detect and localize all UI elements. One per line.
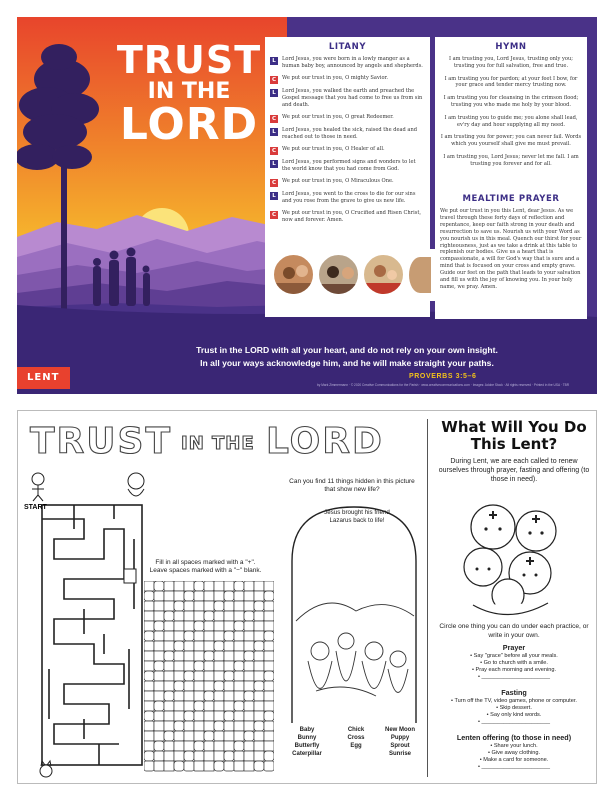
hymn-stanza: I am trusting you to guide me; you alone shall lead, ev'ry day and hour supplying all my need. (444, 114, 578, 128)
litany-row (270, 191, 425, 205)
hymn-stanza: I am trusting you, Lord Jesus; never let me fall. I am trusting you forever and for all. (443, 153, 579, 167)
tomb-icon (124, 569, 136, 583)
practice-option[interactable]: • Go to church with a smile. (480, 660, 548, 666)
litany-row (270, 75, 425, 84)
litany-row (270, 88, 425, 109)
hidden-word: Egg (350, 743, 362, 749)
title-trust: TRUST (116, 38, 262, 82)
litany-line: We put our trust in you, O Miraculous One. (282, 177, 394, 184)
leader-badge: L (270, 57, 278, 65)
maze-start-label: START (24, 504, 47, 511)
family-photo-1 (272, 253, 315, 296)
litany-title: LITANY (328, 42, 367, 52)
column-divider (427, 419, 428, 777)
hidden-word: Chick (347, 727, 365, 733)
hidden-word: Sprout (390, 743, 410, 749)
leader-badge: L (270, 192, 278, 200)
practice-option[interactable]: • Skip dessert. (496, 705, 532, 711)
title-lord: LORD (119, 99, 259, 150)
hidden-word: Baby (299, 727, 315, 733)
hidden-word: New Moon (385, 727, 415, 733)
practice-heading: Prayer (502, 643, 526, 652)
fill-in-grid-puzzle[interactable] (144, 581, 274, 773)
verse-reference: PROVERBS 3:5–6 (409, 373, 477, 380)
poster-panel (17, 17, 597, 394)
litany-line: We put our trust in you, O Crucified and Risen Christ, now and forever. Amen. (282, 209, 421, 223)
practice-heading: Lenten offering (to those in need) (456, 733, 572, 742)
cat-figure-icon (40, 761, 52, 777)
hymn-stanza: I am trusting you for cleansing in the crimson flood; trusting you who made me holy by your blood. (443, 95, 579, 108)
title-in-the: IN THE (147, 79, 231, 104)
prayer-title: MEALTIME PRAYER (462, 194, 560, 204)
lazarus-hidden-picture[interactable] (286, 501, 422, 723)
leader-badge: L (270, 89, 278, 97)
lent-label: LENT (17, 367, 70, 389)
lent-intro-text: During Lent, we are each called to renew ourselves through prayer, fasting and offering (to those in need). (438, 458, 590, 483)
practice-option[interactable]: • Say "grace" before all your meals. (470, 653, 558, 659)
litany-list (270, 56, 425, 224)
practice-option[interactable]: • ______________________ (478, 674, 550, 680)
hidden-word: Caterpillar (292, 751, 322, 757)
maze-puzzle[interactable] (24, 469, 154, 781)
word-list-col-1 (288, 726, 326, 758)
practice-option[interactable]: • Turn off the TV, video games, phone or computer. (451, 698, 577, 704)
word-list-col-3 (378, 726, 422, 758)
litany-row (270, 146, 425, 155)
grid-instruction-2: Leave spaces marked with a "−" blank. (149, 567, 262, 574)
hymn-stanzas (440, 56, 582, 168)
litany-row (270, 210, 425, 224)
litany-line: Lord Jesus, you performed signs and wonders to let the world know that you had come from God. (282, 159, 416, 172)
hidden-picture-instructions: Can you find 11 things hidden in this picture that show new life? (289, 478, 415, 493)
activity-panel (17, 410, 597, 784)
hymn-title: HYMN (495, 42, 527, 52)
speech-bubble: Jesus brought his friend Lazarus back to life! (324, 509, 390, 524)
leader-badge: L (270, 128, 278, 136)
litany-line: We put our trust in you, O mighty Savior. (282, 74, 389, 81)
congregation-badge: C (271, 211, 277, 218)
litany-line: We put our trust in you, O great Redeemer. (282, 113, 394, 120)
litany-row (270, 127, 425, 141)
hymn-stanza: I am trusting you for power; you can never fail. Words which you yourself shall give me must prevail. (440, 134, 582, 148)
word-list-col-2 (338, 726, 374, 750)
start-stick-figure-icon (32, 473, 44, 501)
congregation-badge: C (271, 179, 277, 186)
practice-option[interactable]: • Say only kind words. (486, 712, 542, 718)
hidden-word: Sunrise (388, 751, 411, 757)
hidden-word: Bunny (297, 735, 317, 741)
litany-row (270, 178, 425, 187)
congregation-badge: C (271, 115, 277, 122)
hymn-stanza: I am trusting you, Lord Jesus, trusting only you; trusting you for full salvation, free and true. (449, 56, 573, 69)
practice-heading: Fasting (501, 688, 527, 697)
practice-option[interactable]: • Pray each morning and evening. (471, 667, 557, 673)
leader-badge: L (270, 160, 278, 168)
practice-option[interactable]: • Give away clothing. (487, 750, 540, 756)
litany-row (270, 114, 425, 123)
litany-line: Lord Jesus, you healed the sick, raised the dead and reached out to those in need. (282, 127, 417, 140)
hidden-word: Cross (347, 735, 365, 741)
publisher-credit: by Mark Zimmermann · © 2020 Creative Communications for the Parish · www.creativecommunications.com · Images: Adobe Stock · All rights reserved · Printed in the USA · TBR (317, 383, 570, 387)
verse-line-2: In all your ways acknowledge him, and he will make straight your paths. (200, 358, 494, 368)
litany-row (270, 159, 425, 173)
family-photo-3 (362, 253, 405, 296)
practice-option[interactable]: • Share your lunch. (490, 743, 538, 749)
hymn-card (435, 37, 587, 193)
kids-ash-wednesday-illustration (448, 495, 578, 620)
verse-line-1: Trust in the LORD with all your heart, and do not rely on your own insight. (196, 345, 498, 355)
circle-instructions: Circle one thing you can do under each practice, or write in your own. (439, 623, 589, 639)
practice-option[interactable]: • ______________________ (478, 764, 550, 770)
practice-option[interactable]: • ______________________ (478, 719, 550, 725)
outline-title-trust: TRUST (30, 421, 172, 462)
prayer-text: We put our trust in you this Lent, dear Jesus. As we travel through these forty days of reflection and repentance, keep our faith strong in your death and resurrection to save us. Nourish us with your Word as you nourish us in this meal. Quench our thirst for your righteousness, just as we take a drink at this table to replenish our bodies. Give us a heart that is compassionate, a will for God's way that is sure and a mind that is focused on your cross and empty grave. Guide our feet on the path that leads to your salvation and fill us with the joy of knowing you. In your holy name, we pray. Amen. (440, 208, 582, 290)
outline-title-lord: LORD (266, 421, 384, 462)
grid-instructions (138, 559, 273, 575)
hymn-stanza: I am trusting you for pardon; at your feet I bow, for your grace and tender mercy trusting now. (444, 75, 578, 89)
litany-line: Lord Jesus, you walked the earth and preached the Gospel message that you had come to free us from sin and death. (282, 88, 423, 108)
outline-title-in-the: IN THE (181, 433, 255, 454)
litany-line: Lord Jesus, you went to the cross to die for our sins and you rose from the grave to give us new life. (282, 191, 416, 204)
litany-line: Lord Jesus, you were born in a lowly manger as a human baby boy, announced by angels and shepherds. (282, 56, 423, 69)
jesus-figure-icon (128, 473, 144, 496)
what-will-you-do-title: What Will You Do This Lent? (441, 418, 587, 453)
hidden-word: Butterfly (294, 743, 320, 749)
litany-line: We put our trust in you, O Healer of all. (282, 145, 385, 152)
poster-title (105, 38, 273, 150)
grid-instruction-1: Fill in all spaces marked with a "+". (155, 559, 256, 566)
hidden-word: Puppy (390, 735, 410, 741)
scripture-verse (117, 344, 577, 370)
family-photo-2 (317, 253, 360, 296)
congregation-badge: C (271, 147, 277, 154)
congregation-badge: C (271, 76, 277, 83)
family-photo-4 (407, 255, 433, 295)
practice-option[interactable]: • Make a card for someone. (479, 757, 549, 763)
mealtime-prayer-card (435, 189, 587, 319)
litany-row (270, 56, 425, 70)
